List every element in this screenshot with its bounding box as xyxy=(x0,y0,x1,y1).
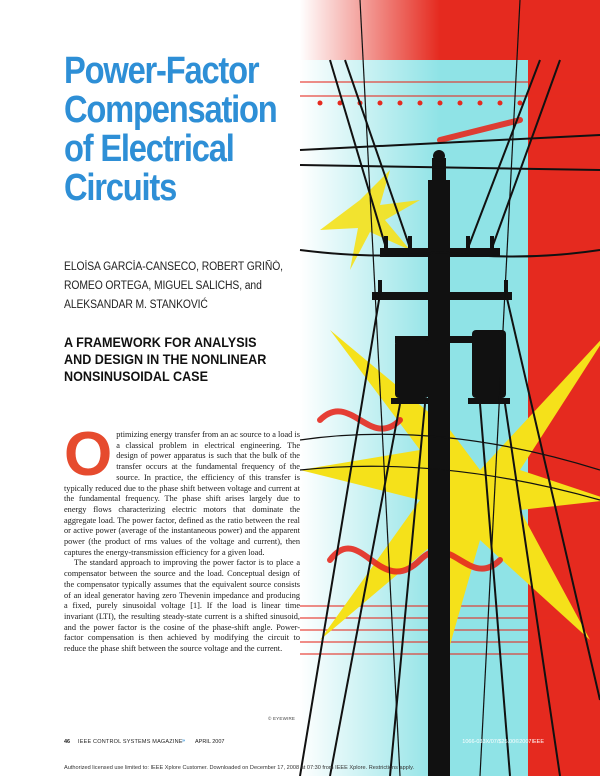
body-paragraph: The standard approach to improving the power factor is to place a compensator between the source and the load. Conceptual design of the compensator typically assumes that the equivalent source consists of an ideal generator having zero Thevenin impedance and producing a fixed, purely sinusoidal voltage [1]. If the load is linear time invariant (LTI), the resulting steady-state current is a shifted sinusoid, and the power factor is the cosine of the phase-shift angle. Power-factor compensation is then achieved by modifying the circuit to reduce the phase shift between the source voltage and the current. xyxy=(64,558,300,654)
paragraph-text: ptimizing energy transfer from an ac source to a load is a classical problem in electrical engineering. The design of power apparatus is such that the bulk of the transfer occurs at the fundamental frequency of the source. In practice, the efficiency of this transfer is typically reduced due to the phase shift between voltage and current at the fundamental frequency. The phase shift arises largely due to energy flows characterizing electric motors that dominate the aggregate load. The power factor, defined as the ratio between the real or active power (average of the instantaneous power) and the apparent power (the product of rms values of the voltage and current), then captures the energy-transmission efficiency for a given load. xyxy=(64,430,300,557)
page-number: 46 xyxy=(64,739,71,745)
author-line: ELOÍSA GARCÍA-CANSECO, ROBERT GRIÑÓ, xyxy=(64,261,283,273)
page-footer xyxy=(64,739,544,749)
author-line: ROMEO ORTEGA, MIGUEL SALICHS, and xyxy=(64,280,262,292)
title-line: of Electrical xyxy=(64,128,234,170)
title-line: Compensation xyxy=(64,89,277,131)
separator-icon: » xyxy=(182,738,186,744)
issue-date: APRIL 2007 xyxy=(195,739,225,745)
title-line: Circuits xyxy=(64,167,177,209)
article-body xyxy=(64,420,300,655)
author-list xyxy=(64,258,298,315)
author-line: ALEKSANDAR M. STANKOVIĆ xyxy=(64,299,208,311)
image-credit: © EYEWIRE xyxy=(268,716,296,721)
magazine-name: IEEE CONTROL SYSTEMS MAGAZINE xyxy=(78,739,183,745)
subtitle-line: AND DESIGN IN THE NONLINEAR xyxy=(64,351,267,367)
article-subtitle xyxy=(64,334,334,385)
drop-cap: O xyxy=(64,420,113,489)
body-paragraph xyxy=(64,420,300,558)
article-title xyxy=(64,52,288,208)
subtitle-line: A FRAMEWORK FOR ANALYSIS xyxy=(64,334,257,350)
doi-code: 1066-033X/07/$25.00©2007IEEE xyxy=(462,739,544,745)
license-notice: Authorized licensed use limited to: IEEE Xplore Customer. Downloaded on December 17, 2008 at 07:30 from IEEE Xplore. Restrictions apply. xyxy=(64,765,414,771)
subtitle-line: NONSINUSOIDAL CASE xyxy=(64,368,208,384)
title-line: Power-Factor xyxy=(64,50,259,92)
